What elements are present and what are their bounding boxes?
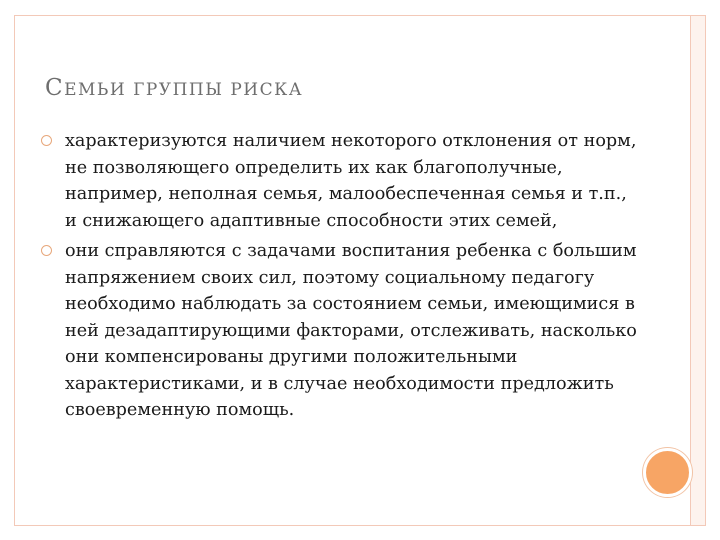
bullet-list [41, 128, 641, 424]
frame-bottom-border [14, 525, 706, 526]
slide-title [45, 75, 303, 101]
orange-circle-icon [643, 448, 692, 497]
slide-title-rest: ЕМЬИ ГРУППЫ РИСКА [64, 80, 304, 100]
slide-title-initial: С [45, 75, 65, 101]
bullet-item [41, 128, 641, 234]
bullet-item [41, 238, 641, 424]
ring-bullet-icon [41, 245, 52, 256]
frame-right-inner-border [690, 15, 691, 526]
frame-top-border [14, 15, 706, 16]
frame-left-border [14, 15, 15, 526]
frame-right-outer-border [705, 15, 706, 526]
bullet-text: они справляются с задачами воспитания ребенка с большим напряжением своих сил, поэтому социальному педагогу необходимо наблюдать за состоянием семьи, имеющимися в ней дезадаптирующими факторами, отслеживать, насколько они компенсированы другими положительными характеристиками, и в случае необходимости предложить своевременную помощь. [65, 241, 637, 420]
ring-bullet-icon [41, 135, 52, 146]
bullet-text: характеризуются наличием некоторого отклонения от норм, не позволяющего определить их как благополучные, например, неполная семья, малообеспеченная семья и т.п., и снижающего адаптивные способности этих семей, [65, 131, 637, 231]
frame-right-band [691, 16, 705, 525]
